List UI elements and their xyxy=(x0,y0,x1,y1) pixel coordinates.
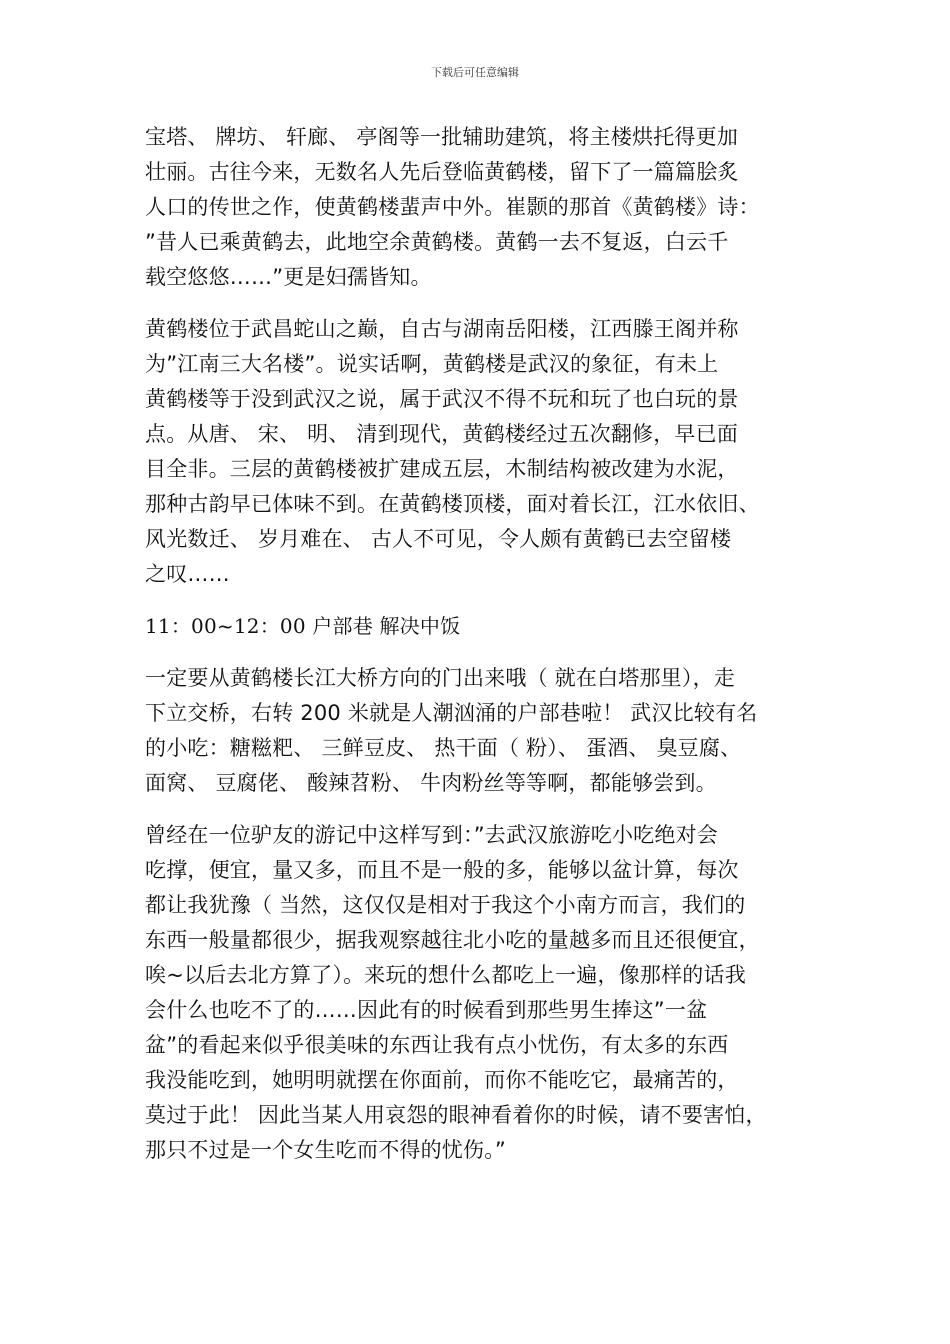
text-line: 点。从唐、 宋、 明、 清到现代，黄鹤楼经过五次翻修，早已面 xyxy=(145,422,739,446)
text-line: 黄鹤楼位于武昌蛇山之巅，自古与湖南岳阳楼，江西滕王阁并称 xyxy=(145,317,739,341)
text-line: 面窝、 豆腐佬、 酸辣苕粉、 牛肉粉丝等等啊，都能够尝到。 xyxy=(145,771,717,795)
text-line: 的小吃：糖糍粑、 三鲜豆皮、 热干面（ 粉）、 蛋酒、 臭豆腐、 xyxy=(145,736,742,760)
text-line: 宝塔、 牌坊、 轩廊、 亭阁等一批辅助建筑，将主楼烘托得更加 xyxy=(145,125,739,149)
text-line: 黄鹤楼等于没到武汉之说，属于武汉不得不玩和玩了也白玩的景 xyxy=(145,387,739,411)
text-line: 那只不过是一个女生吃而不得的忧伤。” xyxy=(145,1138,506,1162)
text-line: 曾经在一位驴友的游记中这样写到：”去武汉旅游吃小吃绝对会 xyxy=(145,823,718,847)
text-line: 吃撑，便宜，量又多，而且不是一般的多，能够以盆计算，每次 xyxy=(145,858,739,882)
text-line: 为”江南三大名楼”。说实话啊，黄鹤楼是武汉的象征，有未上 xyxy=(145,352,719,376)
text-line: 那种古韵早已体味不到。在黄鹤楼顶楼，面对着长江，江水依旧、 xyxy=(145,492,760,516)
paragraph-travel-note-quote xyxy=(145,818,810,1168)
document-body xyxy=(145,120,810,1185)
page-header: 下载后可任意编辑 xyxy=(431,66,519,79)
paragraph-yellow-crane-tower-location xyxy=(145,312,810,592)
text-line: 我没能吃到，她明明就摆在你面前，而你不能吃它，最痛苦的， xyxy=(145,1068,739,1092)
text-line: 之叹…… xyxy=(145,562,230,586)
text-line: 东西一般量都很少，据我观察越往北小吃的量越多而且还很便宜， xyxy=(145,928,760,952)
text-line: 盆”的看起来似乎很美味的东西让我有点小忧伤，有太多的东西 xyxy=(145,1033,729,1057)
text-line: 莫过于此！ 因此当某人用哀怨的眼神看着你的时候，请不要害怕， xyxy=(145,1103,767,1127)
schedule-heading xyxy=(145,609,810,644)
paragraph-yellow-crane-tower-buildings xyxy=(145,120,810,295)
text-line: 壮丽。古往今来，无数名人先后登临黄鹤楼，留下了一篇篇脍炙 xyxy=(145,160,739,184)
text-line: 目全非。三层的黄鹤楼被扩建成五层，木制结构被改建为水泥， xyxy=(145,457,739,481)
text-line: 载空悠悠……”更是妇孺皆知。 xyxy=(145,265,432,289)
paragraph-hubu-alley xyxy=(145,661,810,801)
text-line: 都让我犹豫（ 当然，这仅仅是相对于我这个小南方而言，我们的 xyxy=(145,893,746,917)
text-line: 11：00~12：00 户部巷 解决中饭 xyxy=(145,614,461,638)
text-line: 会什么也吃不了的……因此有的时候看到那些男生捧这”一盆 xyxy=(145,998,708,1022)
text-line: 一定要从黄鹤楼长江大桥方向的门出来哦（ 就在白塔那里），走 xyxy=(145,666,735,690)
text-line: ”昔人已乘黄鹤去，此地空余黄鹤楼。黄鹤一去不复返，白云千 xyxy=(145,230,729,254)
text-line: 人口的传世之作，使黄鹤楼蜚声中外。崔颢的那首《黄鹤楼》诗： xyxy=(145,195,760,219)
text-line: 风光数迁、 岁月难在、 古人不可见，令人颇有黄鹤已去空留楼 xyxy=(145,527,732,551)
text-line: 唉~以后去北方算了）。来玩的想什么都吃上一遍，像那样的话我 xyxy=(145,963,746,987)
text-line: 下立交桥，右转 200 米就是人潮汹涌的户部巷啦！ 武汉比较有名 xyxy=(145,701,758,725)
